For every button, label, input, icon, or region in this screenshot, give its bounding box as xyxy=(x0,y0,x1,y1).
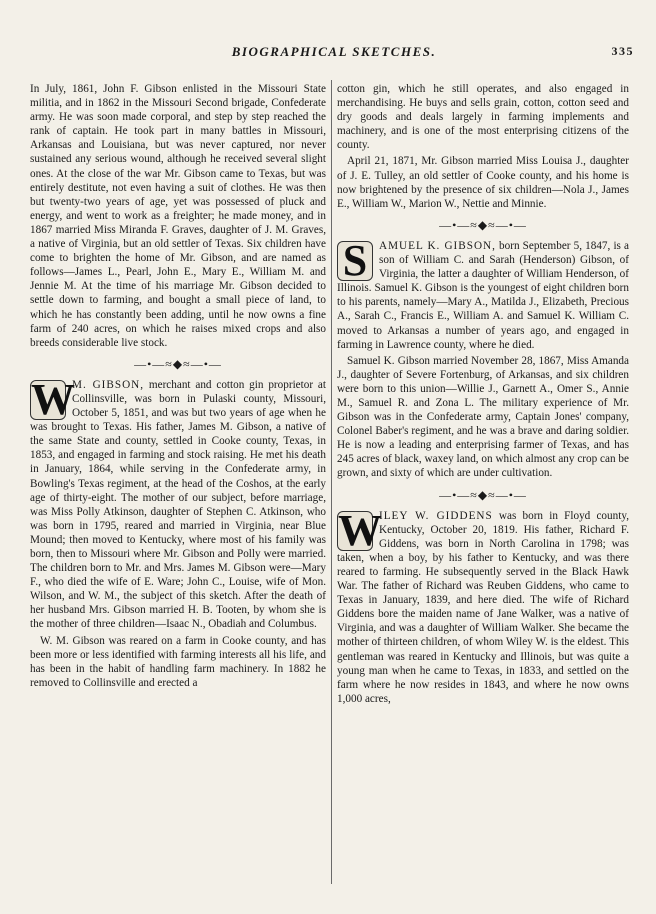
sketch-wiley-giddens xyxy=(337,509,629,708)
sketch-heading-name: AMUEL K. GIBSON, xyxy=(379,239,496,252)
sketch-wm-gibson xyxy=(30,378,326,634)
page-number: 335 xyxy=(611,44,634,58)
sketch-heading-name: ILEY W. GIDDENS xyxy=(379,509,493,522)
drop-cap-w: W xyxy=(31,377,75,424)
paragraph-text: was born in Floyd county, Kentucky, October 20, 1819. His father, Richard F. Giddens, was born in North Carolina in 1798; was taken, when a boy, by his father to Kentucky, and was there reared to farming. He subsequently served in the Black Hawk War. The father of Richard was Reuben Giddens, who came to Texas in January, 1839, and here died. The wife of Richard Giddens bore the maiden name of Jane Walker, was a native of Virginia, and was a daughter of William Walker. She became the mother of thirteen children, of whom Wiley W. is the eldest. This gentleman was reared in Kentucky and Illinois, but was quite a young man when he came to Texas, in 1833, and settled on the farm where he now resides in 1843, and where he now owns 1,000 acres, xyxy=(337,509,629,705)
paragraph-wm-gibson-intro xyxy=(30,378,326,632)
paragraph-cotton-gin: cotton gin, which he still operates, and also engaged in merchandising. He buys and sells grain, cotton, cotton seed and dry goods and deals largely in farming implements and machinery, and is one of the most enterprising citizens of the county. xyxy=(337,83,629,152)
section-ornament: —•—≈◆≈—•— xyxy=(439,217,527,232)
section-ornament: —•—≈◆≈—•— xyxy=(439,487,527,502)
running-header xyxy=(34,44,634,64)
paragraph-wm-gibson-farm: W. M. Gibson was reared on a farm in Cooke county, and has been more or less identified with farming interests all his life, and has been in the habit of handling farm machinery. In 1882 he removed to Collinsville and erected a xyxy=(30,634,326,689)
paragraph-samuel-gibson-intro xyxy=(337,239,629,352)
drop-cap-s: S xyxy=(337,241,373,281)
paragraph-john-gibson-war: In July, 1861, John F. Gibson enlisted in the Missouri State militia, and in 1862 in the Missouri Second brigade, Confederate army. He was soon made corporal, and step by step reached the rank of captain. He took part in many battles in Missouri, Arkansas and Louisiana, but was never captured, nor never sustained any serious wound, although he received several slight ones. At the close of the war Mr. Gibson came to Texas, but was entirely destitute, not even having a suit of clothes. He was then but twenty-two years of age, yet was possessed of pluck and energy, and went to work as a freighter; he made money, and in 1867 married Miss Miranda F. Graves, daughter of J. M. Graves, a native of Virginia, but an old settler of Texas. Six children have come to brighten the home of Mr. Gibson, and are named as follows—James L., Pearl, John E., Mary E., William M. and Jennie M. At the time of his marriage Mr. Gibson decided to settle down to farming, and bought a small piece of land, to which he has constantly been adding, until he now owns a fine farm of 240 acres, on which he raises mixed crops and also breeds considerable live stock. xyxy=(30,83,326,349)
running-title: BIOGRAPHICAL SKETCHES. xyxy=(231,44,437,59)
right-column xyxy=(337,82,629,708)
paragraph-wiley-giddens xyxy=(337,509,629,706)
drop-cap-w: W xyxy=(338,508,382,555)
paragraph-text: merchant and cotton gin proprietor at Collinsville, was born in Pulaski county, Missouri, October 5, 1851, and was but two years of age when he was brought to Texas. His father, James M. Gibson, a native of the same State and county, settled in Cooke county, Texas, in 1853, and engaged in farming and stock raising. He met his death in January, 1864, while serving in the Confederate army, in Bowling's Texas regiment, at the head of the Coshos, at the early age of thirty-eight. The mother of our subject, before marriage, was Miss Polly Atkinson, daughter of Stephen C. Atkinson, who was born in 1795, reared and married in Virginia, near Blue Mound; then moved to Kentucky, where most of his family was born, then to Missouri where Mr. Gibson and Polly were married. The children born to Mr. and Mrs. James M. Gibson were—Mary F., who died the wife of E. Ware; John C., Louise, wife of Mon. Wilson, and W. M., the subject of this sketch. After the death of her husband Mrs. Gibson married H. B. Tooten, by whom she is the mother of three children—Isaac N., Obadiah and Columbus. xyxy=(30,378,326,631)
section-ornament: —•—≈◆≈—•— xyxy=(134,356,222,371)
sketch-samuel-gibson xyxy=(337,239,629,354)
sketch-heading-name: M. GIBSON, xyxy=(72,378,145,391)
paragraph-marriage: April 21, 1871, Mr. Gibson married Miss Louisa J., daughter of J. E. Tulley, an old settler of Cooke county, and his home is now brightened by the presence of six children—Nola J., James E., William W., Marion W., Nettie and Minnie. xyxy=(337,155,629,210)
left-column xyxy=(30,82,326,692)
paragraph-text: born September 5, 1847, is a son of William C. and Sarah (Henderson) Gibson, of Virginia, the latter a daughter of William Henderson, of Illinois. Samuel K. Gibson is the youngest of eight children born to his parents, namely—Mary A., Matilda J., Elizabeth, Precious A., Sarah C., Francis E., William A. and Samuel K. William C. moved to Arkansas a number of years ago, and engaged in farming in Lawrence county, where he died. xyxy=(337,239,629,351)
column-rule xyxy=(331,80,332,884)
paragraph-samuel-gibson-marriage: Samuel K. Gibson married November 28, 1867, Miss Amanda J., daughter of Severe Fortenburg, of Arkansas, and six children were born to this union—Willie J., Garnett A., Omer S., Annie M., Samuel R. and Zona L. The military experience of Mr. Gibson was in the Confederate army, Captain Jones' company, Colonel Baber's regiment, and he was a brave and daring soldier. He is now a leading and enterprising farmer of Texas, and has 245 acres of black, waxey land, on which almost any crop can be grown, and sixty of which are under cultivation. xyxy=(337,354,629,480)
